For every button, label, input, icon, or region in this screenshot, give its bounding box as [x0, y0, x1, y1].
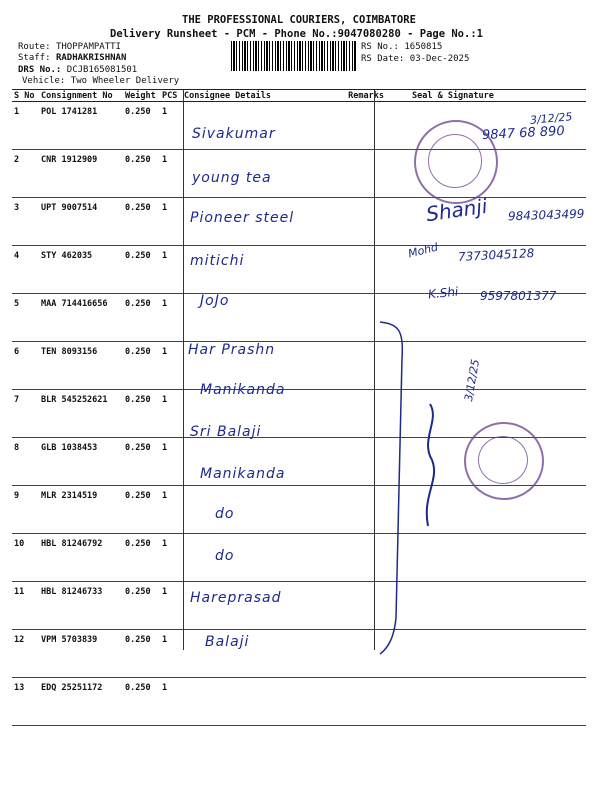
cell-weight: 0.250 — [123, 150, 160, 198]
cell-pcs: 1 — [160, 198, 182, 246]
signature-1-date: 3/12/25 — [529, 110, 573, 127]
signature-4-phone: 9597801377 — [480, 289, 557, 303]
cell-consignee — [182, 678, 346, 726]
vehicle-value: Two Wheeler Delivery — [70, 76, 180, 86]
company-stamp-1 — [414, 120, 498, 204]
signature-5-date: 3/12/25 — [462, 358, 483, 403]
col-header-pcs: PCS — [160, 90, 182, 102]
cell-weight: 0.250 — [123, 294, 160, 342]
drs-value: DCJB165081501 — [66, 65, 138, 75]
signature-3-phone: 7373045128 — [457, 246, 535, 264]
rs-date-line — [361, 54, 469, 64]
cell-consignee — [182, 534, 346, 582]
vehicle-line — [22, 76, 179, 86]
table-header-row — [12, 90, 586, 102]
runsheet-table — [12, 89, 586, 726]
signature-5-stroke — [410, 400, 450, 530]
handwritten-consignee: Manikanda — [200, 382, 286, 398]
handwritten-consignee: do — [215, 548, 235, 564]
company-stamp-2 — [464, 422, 544, 500]
cell-pcs: 1 — [160, 294, 182, 342]
vehicle-label: Vehicle: — [22, 76, 66, 86]
cell-weight: 0.250 — [123, 246, 160, 294]
table-row — [12, 150, 586, 198]
handwritten-consignee: Manikanda — [200, 466, 286, 482]
cell-consignment-no: POL 1741281 — [39, 102, 123, 150]
cell-weight: 0.250 — [123, 102, 160, 150]
rs-no-label: RS No.: — [361, 42, 399, 52]
handwritten-consignee: Sivakumar — [192, 126, 276, 142]
cell-consignment-no: MAA 714416656 — [39, 294, 123, 342]
cell-sno: 7 — [12, 390, 39, 438]
cell-sno: 13 — [12, 678, 39, 726]
cell-consignment-no: HBL 81246792 — [39, 534, 123, 582]
cell-weight: 0.250 — [123, 678, 160, 726]
cell-weight: 0.250 — [123, 198, 160, 246]
handwritten-consignee: Balaji — [205, 634, 250, 650]
col-header-remarks: Remarks — [346, 90, 386, 102]
cell-consignment-no: HBL 81246733 — [39, 582, 123, 630]
rs-date-value: 03-Dec-2025 — [409, 54, 470, 64]
drs-label: DRS No.: — [18, 65, 62, 75]
cell-pcs: 1 — [160, 438, 182, 486]
signature-2-scribble: Shanji — [424, 193, 489, 227]
cell-sno: 6 — [12, 342, 39, 390]
cell-consignee — [182, 486, 346, 534]
column-divider — [183, 90, 184, 650]
handwritten-consignee: Pioneer steel — [190, 210, 295, 226]
handwritten-consignee: Sri Balaji — [190, 424, 262, 440]
col-header-consignment: Consignment No — [39, 90, 123, 102]
col-header-seal: Seal & Signature — [386, 90, 586, 102]
cell-pcs: 1 — [160, 582, 182, 630]
table-row — [12, 678, 586, 726]
column-divider — [374, 90, 375, 650]
cell-sno: 12 — [12, 630, 39, 678]
cell-weight: 0.250 — [123, 390, 160, 438]
cell-weight: 0.250 — [123, 534, 160, 582]
cell-sno: 10 — [12, 534, 39, 582]
cell-pcs: 1 — [160, 390, 182, 438]
cell-weight: 0.250 — [123, 342, 160, 390]
handwritten-consignee: young tea — [192, 170, 272, 186]
table-row — [12, 534, 586, 582]
table-row — [12, 630, 586, 678]
cell-remarks — [346, 246, 386, 294]
stamp-inner-ring — [478, 436, 528, 484]
cell-sno: 2 — [12, 150, 39, 198]
rs-date-label: RS Date: — [361, 54, 405, 64]
cell-sno: 4 — [12, 246, 39, 294]
handwritten-consignee: mitichi — [190, 253, 245, 269]
handwritten-consignee: do — [215, 506, 235, 522]
cell-consignment-no: BLR 545252621 — [39, 390, 123, 438]
staff-line — [18, 53, 126, 63]
cell-pcs: 1 — [160, 630, 182, 678]
cell-consignment-no: MLR 2314519 — [39, 486, 123, 534]
cell-sno: 9 — [12, 486, 39, 534]
cell-remarks — [346, 150, 386, 198]
cell-consignment-no: GLB 1038453 — [39, 438, 123, 486]
cell-weight: 0.250 — [123, 438, 160, 486]
cell-sno: 8 — [12, 438, 39, 486]
handwritten-consignee: Har Prashn — [188, 342, 276, 358]
cell-weight: 0.250 — [123, 630, 160, 678]
col-header-consignee: Consignee Details — [182, 90, 346, 102]
cell-sno: 1 — [12, 102, 39, 150]
cell-pcs: 1 — [160, 486, 182, 534]
cell-pcs: 1 — [160, 246, 182, 294]
cell-remarks — [346, 102, 386, 150]
cell-pcs: 1 — [160, 342, 182, 390]
cell-consignment-no: STY 462035 — [39, 246, 123, 294]
cell-sno: 3 — [12, 198, 39, 246]
cell-seal-signature — [386, 678, 586, 726]
route-value: THOPPAMPATTI — [55, 42, 121, 52]
cell-weight: 0.250 — [123, 582, 160, 630]
cell-remarks — [346, 678, 386, 726]
signature-2-phone: 9843043499 — [507, 206, 585, 224]
table-row — [12, 198, 586, 246]
runsheet-subtitle: Delivery Runsheet - PCM - Phone No.:9047080280 - Page No.:1 — [110, 28, 483, 40]
cell-consignment-no: CNR 1912909 — [39, 150, 123, 198]
cell-pcs: 1 — [160, 678, 182, 726]
rs-no-value: 1650815 — [404, 42, 443, 52]
cell-consignment-no: UPT 9007514 — [39, 198, 123, 246]
barcode — [231, 41, 357, 71]
signature-4-name: K.Shi — [427, 284, 459, 302]
cell-pcs: 1 — [160, 150, 182, 198]
cell-pcs: 1 — [160, 534, 182, 582]
signature-3-scribble: Mohd — [406, 240, 440, 261]
company-title: THE PROFESSIONAL COURIERS, COIMBATORE — [182, 14, 416, 26]
cell-sno: 5 — [12, 294, 39, 342]
col-header-sno: S No — [12, 90, 39, 102]
table-row — [12, 342, 586, 390]
cell-consignment-no: TEN 8093156 — [39, 342, 123, 390]
staff-label: Staff: — [18, 53, 51, 63]
drs-line — [18, 65, 137, 75]
cell-weight: 0.250 — [123, 486, 160, 534]
handwritten-consignee: JoJo — [200, 293, 230, 309]
cell-sno: 11 — [12, 582, 39, 630]
table-row — [12, 102, 586, 150]
col-header-weight: Weight — [123, 90, 160, 102]
table-row — [12, 582, 586, 630]
stamp-inner-ring — [428, 134, 482, 188]
route-line — [18, 42, 121, 52]
handwritten-consignee: Hareprasad — [190, 590, 282, 606]
rs-no-line — [361, 42, 442, 52]
cell-remarks — [346, 198, 386, 246]
staff-value: RADHAKRISHNAN — [55, 53, 127, 63]
cell-consignment-no: VPM 5703839 — [39, 630, 123, 678]
cell-pcs: 1 — [160, 102, 182, 150]
cell-consignment-no: EDQ 25251172 — [39, 678, 123, 726]
route-label: Route: — [18, 42, 51, 52]
signature-1-phone: 9847 68 890 — [481, 123, 566, 144]
